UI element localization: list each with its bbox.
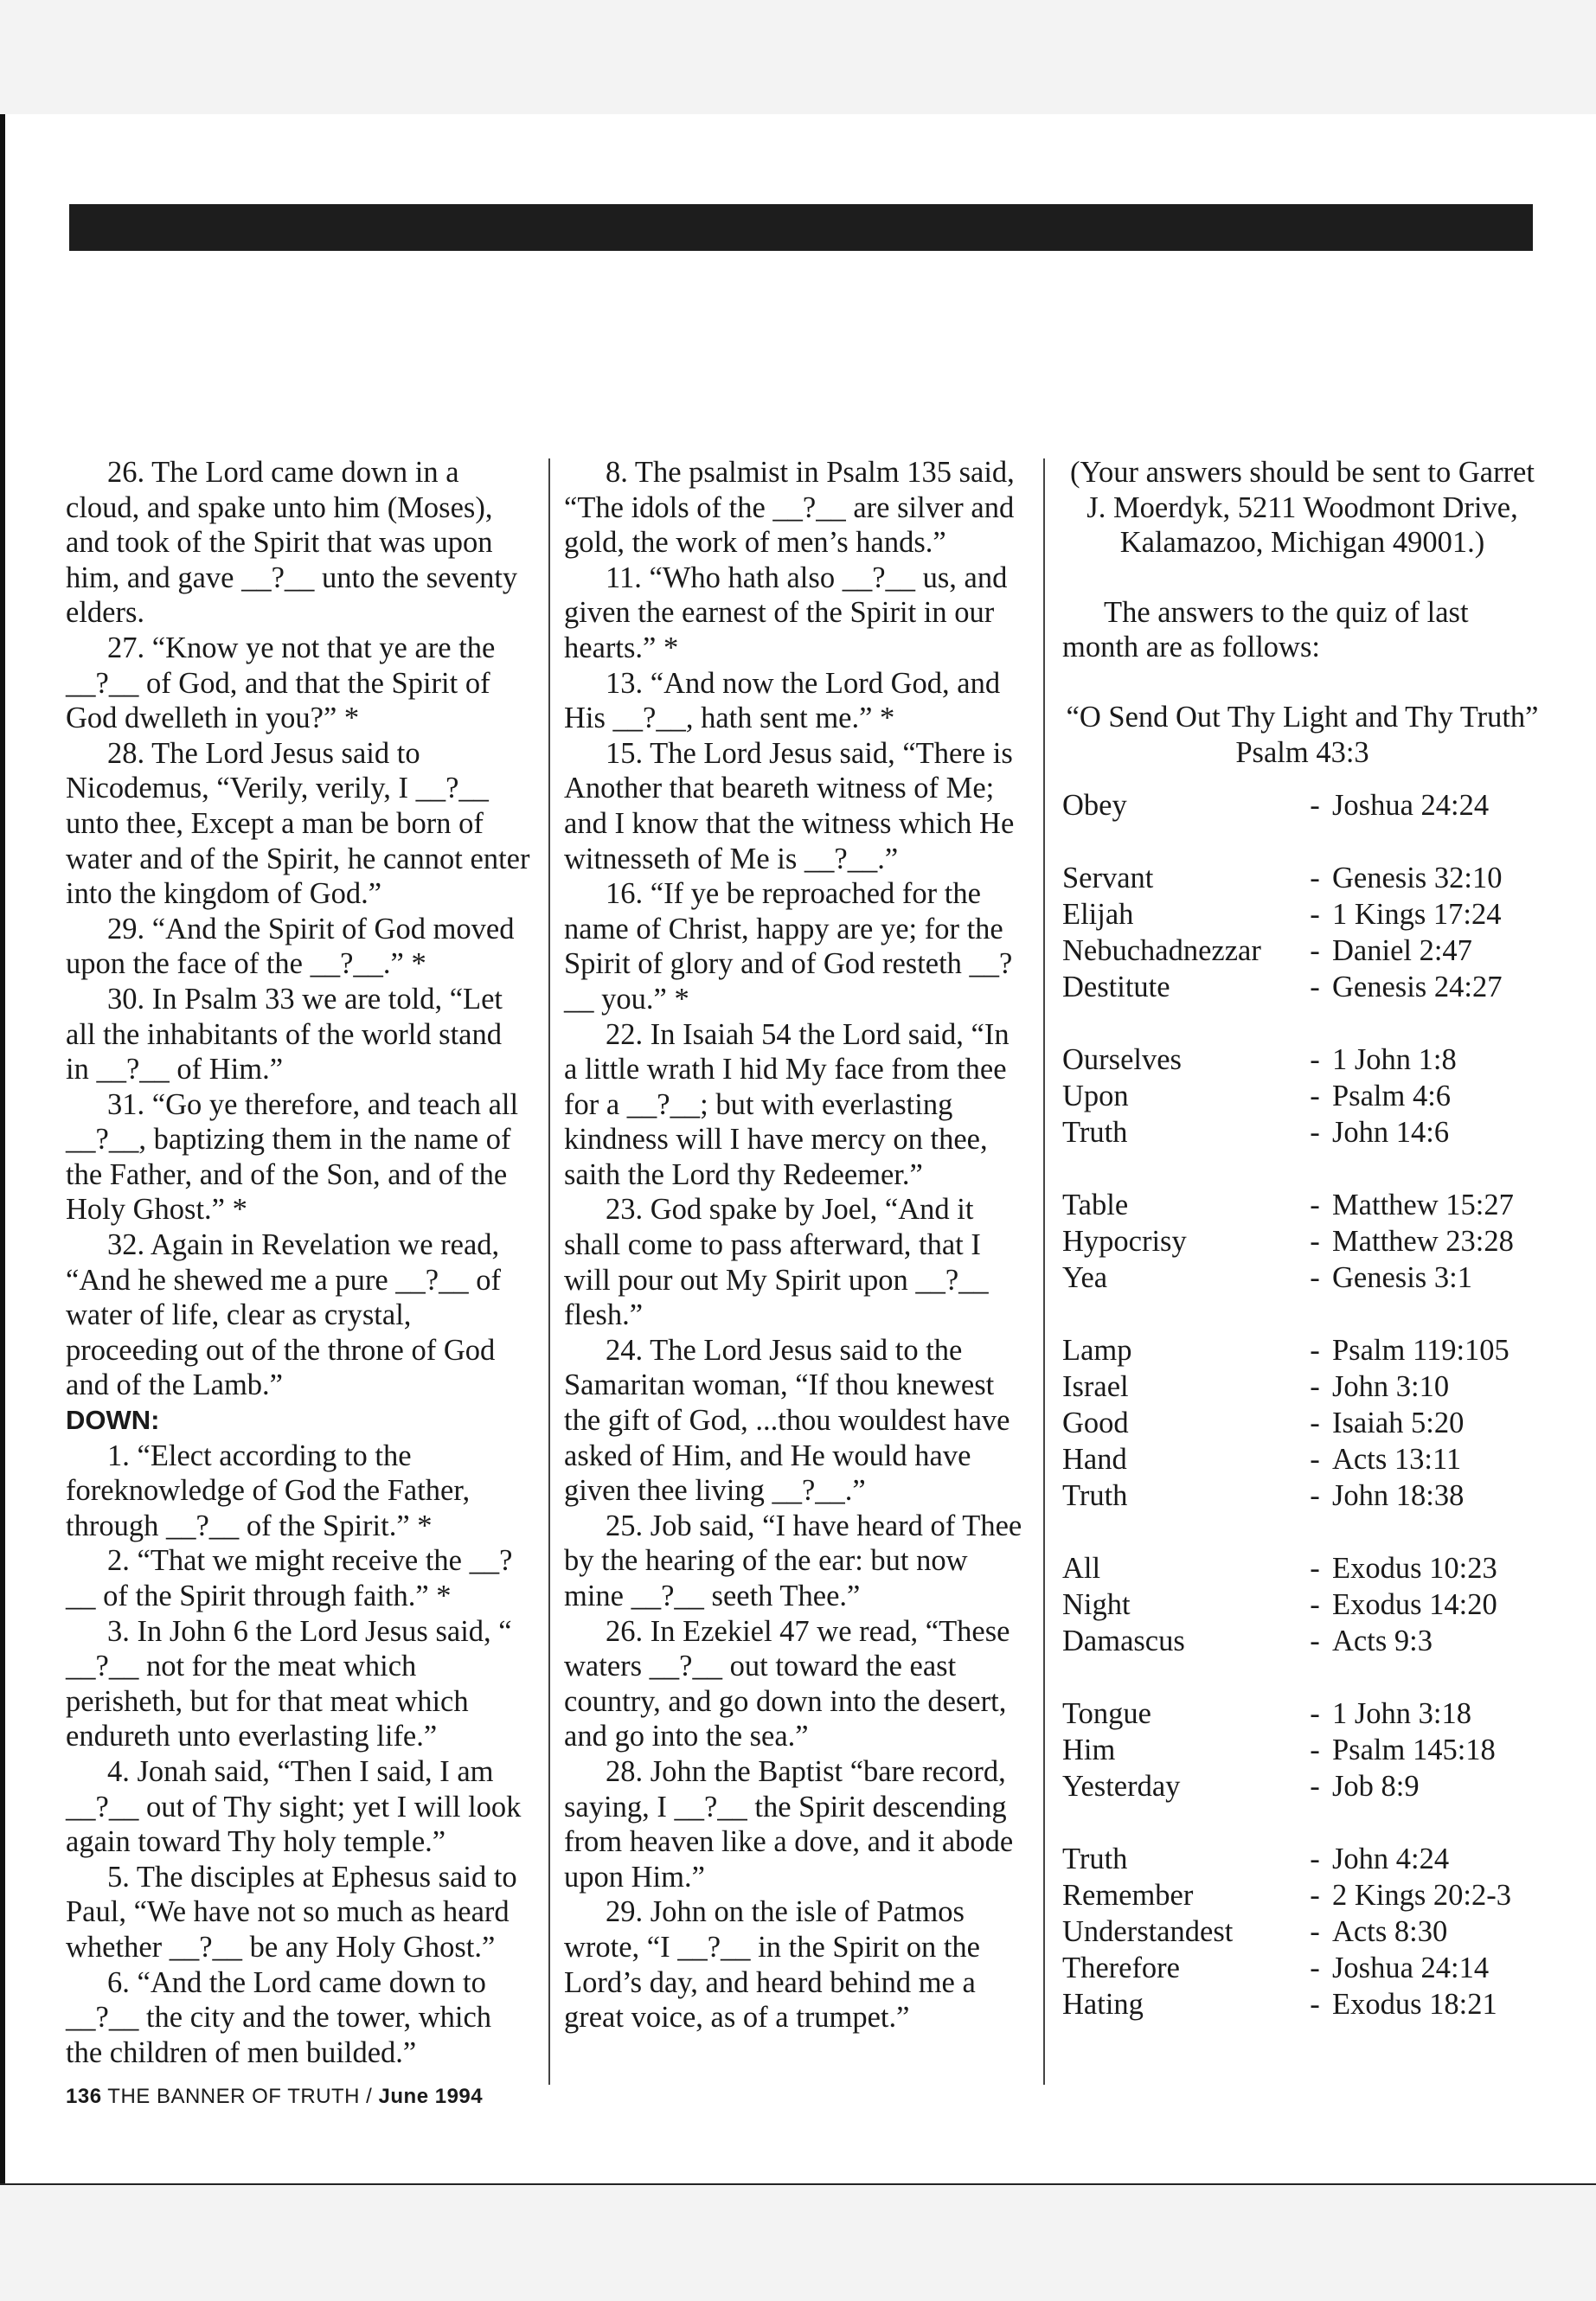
answer-row	[1062, 1841, 1542, 1877]
answer-dash: -	[1310, 1843, 1320, 1876]
answer-dash: -	[1310, 1370, 1320, 1404]
clue: 22. In Isaiah 54 the Lord said, “In a little wrath I hid My face from thee for a __?__; but with everlasting kindness will I have mercy on thee, saith the Lord thy Redeemer.”	[564, 1017, 1010, 1191]
answer-dash: -	[1310, 1443, 1320, 1477]
answer-reference: 2 Kings 20:2-3	[1332, 1879, 1511, 1913]
answer-word: Him	[1062, 1734, 1116, 1767]
clue: 25. Job said, “I have heard of Thee by the hearing of the ear: but now mine __?__ seeth Thee.”	[564, 1509, 1022, 1612]
answer-dash: -	[1310, 1043, 1320, 1077]
clue: 28. John the Baptist “bare record, saying, I __?__ the Spirit descending from heaven like a dove, and it abode upon Him.”	[564, 1754, 1014, 1894]
clue: 27. “Know ye not that ye are the __?__ of God, and that the Spirit of God dwelleth in you?” *	[66, 631, 496, 735]
answer-reference: Genesis 3:1	[1332, 1261, 1472, 1295]
answer-word: Table	[1062, 1189, 1129, 1222]
clue: 23. God spake by Joel, “And it shall come to pass afterward, that I will pour out My Spirit upon __?__ flesh.”	[564, 1193, 989, 1332]
answer-word: All	[1062, 1552, 1101, 1586]
answer-dash: -	[1310, 934, 1320, 968]
answers-table	[1062, 787, 1542, 2022]
answer-reference: Exodus 18:21	[1332, 1988, 1497, 2022]
answer-group-spacer	[1062, 824, 1542, 860]
answer-word: Servant	[1062, 862, 1154, 895]
answer-row	[1062, 787, 1542, 824]
answer-dash: -	[1310, 1479, 1320, 1513]
answer-group-spacer	[1062, 1296, 1542, 1332]
down-heading: DOWN:	[66, 1405, 160, 1436]
clue: 29. “And the Spirit of God moved upon the face of the __?__.” *	[66, 912, 515, 981]
clue: 32. Again in Revelation we read, “And he shewed me a pure __?__ of water of life, clear as crystal, proceeding out of the throne of God and of the Lamb.”	[66, 1228, 501, 1402]
answer-reference: Psalm 145:18	[1332, 1734, 1496, 1767]
answer-dash: -	[1310, 1189, 1320, 1222]
answer-dash: -	[1310, 1261, 1320, 1295]
answer-row	[1062, 1078, 1542, 1114]
answer-reference: Joshua 24:14	[1332, 1952, 1490, 1985]
clue: 28. The Lord Jesus said to Nicodemus, “Verily, verily, I __?__ unto thee, Except a man be born of water and of the Spirit, he cannot enter into the kingdom of God.”	[66, 736, 530, 911]
answer-dash: -	[1310, 1080, 1320, 1113]
answer-dash: -	[1310, 1225, 1320, 1259]
answer-row	[1062, 1223, 1542, 1259]
clue: 5. The disciples at Ephesus said to Paul, “We have not so much as heard whether __?__ be any Holy Ghost.”	[66, 1860, 517, 1964]
answer-row	[1062, 1332, 1542, 1368]
answer-word: Hating	[1062, 1988, 1144, 2022]
clues-column-left	[66, 455, 531, 2070]
quiz-title: “O Send Out Thy Light and Thy Truth”	[1066, 700, 1539, 734]
answer-row	[1062, 1405, 1542, 1441]
answer-dash: -	[1310, 1952, 1320, 1985]
answer-word: Tongue	[1062, 1697, 1151, 1731]
answer-word: Remember	[1062, 1879, 1194, 1913]
answer-reference: Exodus 10:23	[1332, 1552, 1497, 1586]
clue: 8. The psalmist in Psalm 135 said, “The idols of the __?__ are silver and gold, the work of men’s hands.”	[564, 456, 1015, 560]
answer-dash: -	[1310, 1770, 1320, 1804]
answer-dash: -	[1310, 1988, 1320, 2022]
answer-row	[1062, 1877, 1542, 1913]
answer-row	[1062, 1986, 1542, 2022]
answer-word: Damascus	[1062, 1625, 1185, 1658]
column-divider	[548, 458, 550, 2085]
answer-row	[1062, 933, 1542, 969]
answer-reference: 1 John 3:18	[1332, 1697, 1472, 1731]
answer-row	[1062, 1042, 1542, 1078]
answer-row	[1062, 1368, 1542, 1405]
answer-row	[1062, 1187, 1542, 1223]
answer-reference: Joshua 24:24	[1332, 789, 1490, 823]
answer-word: Hand	[1062, 1443, 1127, 1477]
scan-edge	[0, 114, 5, 2185]
answer-word: Therefore	[1062, 1952, 1180, 1985]
page-footer	[66, 2085, 483, 2109]
answer-word: Yea	[1062, 1261, 1108, 1295]
answer-reference: Psalm 119:105	[1332, 1334, 1509, 1368]
answer-word: Obey	[1062, 789, 1127, 823]
answer-word: Nebuchadnezzar	[1062, 934, 1261, 968]
scan-margin-top	[0, 0, 1596, 114]
answer-word: Ourselves	[1062, 1043, 1182, 1077]
answer-dash: -	[1310, 898, 1320, 932]
answer-dash: -	[1310, 1334, 1320, 1368]
answer-reference: Genesis 24:27	[1332, 971, 1503, 1004]
header-bar	[69, 204, 1533, 251]
answer-row	[1062, 1259, 1542, 1296]
page-number: 136	[66, 2085, 102, 2108]
answer-reference: Matthew 23:28	[1332, 1225, 1514, 1259]
answer-group-spacer	[1062, 1659, 1542, 1695]
answer-word: Hypocrisy	[1062, 1225, 1187, 1259]
answers-column	[1062, 455, 1542, 2022]
answer-reference: John 18:38	[1332, 1479, 1465, 1513]
answer-reference: Daniel 2:47	[1332, 934, 1472, 968]
clue: 24. The Lord Jesus said to the Samaritan woman, “If thou knewest the gift of God, ...thou wouldest have asked of Him, and He would have given thee living __?__.”	[564, 1333, 1010, 1508]
answer-row	[1062, 1114, 1542, 1150]
answer-word: Elijah	[1062, 898, 1134, 932]
answer-row	[1062, 860, 1542, 896]
answer-reference: Acts 8:30	[1332, 1915, 1448, 1949]
answer-reference: 1 Kings 17:24	[1332, 898, 1502, 932]
answer-reference: Matthew 15:27	[1332, 1189, 1514, 1222]
answers-intro: The answers to the quiz of last month are as follows:	[1062, 595, 1469, 664]
clue: 3. In John 6 the Lord Jesus said, “ __?__ not for the meat which perisheth, but for that meat which endureth unto everlasting life.”	[66, 1614, 512, 1753]
answer-word: Good	[1062, 1407, 1129, 1440]
answer-dash: -	[1310, 789, 1320, 823]
answer-row	[1062, 1586, 1542, 1623]
quiz-reference: Psalm 43:3	[1235, 735, 1369, 769]
clues-column-middle	[564, 455, 1028, 2035]
clue: 26. In Ezekiel 47 we read, “These waters __?__ out toward the east country, and go down into the desert, and go into the sea.”	[564, 1614, 1010, 1753]
answer-group-spacer	[1062, 1150, 1542, 1187]
answer-reference: Job 8:9	[1332, 1770, 1420, 1804]
answer-word: Israel	[1062, 1370, 1129, 1404]
answer-row	[1062, 1695, 1542, 1732]
answer-row	[1062, 1441, 1542, 1477]
answer-reference: 1 John 1:8	[1332, 1043, 1457, 1077]
answer-dash: -	[1310, 1116, 1320, 1150]
answer-word: Destitute	[1062, 971, 1170, 1004]
clue: 15. The Lord Jesus said, “There is Another that beareth witness of Me; and I know that the witness which He witnesseth of Me is __?__.”	[564, 736, 1015, 875]
answer-row	[1062, 1913, 1542, 1950]
answer-row	[1062, 1732, 1542, 1768]
clue: 13. “And now the Lord God, and His __?__, hath sent me.” *	[564, 666, 1001, 735]
answer-row	[1062, 1623, 1542, 1659]
answer-reference: Isaiah 5:20	[1332, 1407, 1465, 1440]
answer-reference: Acts 13:11	[1332, 1443, 1462, 1477]
answer-word: Understandest	[1062, 1915, 1234, 1949]
answer-word: Night	[1062, 1588, 1131, 1622]
clue: 26. The Lord came down in a cloud, and spake unto him (Moses), and took of the Spirit that was upon him, and gave __?__ unto the seventy elders.	[66, 456, 518, 630]
answer-word: Truth	[1062, 1479, 1128, 1513]
answer-dash: -	[1310, 862, 1320, 895]
clue: 16. “If ye be reproached for the name of Christ, happy are ye; for the Spirit of glory and of God resteth __?__ you.” *	[564, 877, 1013, 1016]
answer-dash: -	[1310, 1734, 1320, 1767]
answer-row	[1062, 1477, 1542, 1514]
answer-row	[1062, 1550, 1542, 1586]
clue: 4. Jonah said, “Then I said, I am __?__ out of Thy sight; yet I will look again toward Thy holy temple.”	[66, 1754, 522, 1859]
answer-dash: -	[1310, 1697, 1320, 1731]
clue: 30. In Psalm 33 we are told, “Let all the inhabitants of the world stand in __?__ of Him.”	[66, 982, 503, 1086]
answer-reference: Exodus 14:20	[1332, 1588, 1497, 1622]
clue: 31. “Go ye therefore, and teach all __?__, baptizing them in the name of the Father, and of the Son, and of the Holy Ghost.” *	[66, 1087, 519, 1227]
clue: 2. “That we might receive the __?__ of the Spirit through faith.” *	[66, 1544, 513, 1612]
answer-reference: Acts 9:3	[1332, 1625, 1433, 1658]
scan-margin-bottom	[0, 2185, 1596, 2301]
column-divider	[1043, 458, 1045, 2085]
issue-date: June 1994	[378, 2085, 484, 2108]
answer-row	[1062, 896, 1542, 933]
answer-row	[1062, 969, 1542, 1005]
answer-word: Yesterday	[1062, 1770, 1181, 1804]
address-note: (Your answers should be sent to Garret J. Moerdyk, 5211 Woodmont Drive, Kalamazoo, Michigan 49001.)	[1070, 456, 1535, 560]
answer-dash: -	[1310, 1588, 1320, 1622]
answer-group-spacer	[1062, 1005, 1542, 1042]
answer-group-spacer	[1062, 1514, 1542, 1550]
answer-dash: -	[1310, 1552, 1320, 1586]
answer-reference: John 14:6	[1332, 1116, 1450, 1150]
publication-name: THE BANNER OF TRUTH /	[107, 2085, 373, 2108]
answer-dash: -	[1310, 1879, 1320, 1913]
answer-reference: John 4:24	[1332, 1843, 1450, 1876]
answer-dash: -	[1310, 971, 1320, 1004]
clue: 1. “Elect according to the foreknowledge of God the Father, through __?__ of the Spirit.” *	[66, 1439, 471, 1542]
answer-group-spacer	[1062, 1804, 1542, 1841]
answer-word: Truth	[1062, 1116, 1128, 1150]
answer-row	[1062, 1950, 1542, 1986]
answer-word: Upon	[1062, 1080, 1129, 1113]
answer-dash: -	[1310, 1407, 1320, 1440]
answer-reference: Psalm 4:6	[1332, 1080, 1452, 1113]
clue: 6. “And the Lord came down to __?__ the city and the tower, which the children of men builded.”	[66, 1965, 492, 2069]
answer-dash: -	[1310, 1915, 1320, 1949]
clue: 29. John on the isle of Patmos wrote, “I __?__ in the Spirit on the Lord’s day, and heard behind me a great voice, as of a trumpet.”	[564, 1895, 980, 2035]
clue: 11. “Who hath also __?__ us, and given the earnest of the Spirit in our hearts.” *	[564, 561, 1008, 664]
answer-dash: -	[1310, 1625, 1320, 1658]
answer-word: Lamp	[1062, 1334, 1132, 1368]
answer-reference: Genesis 32:10	[1332, 862, 1503, 895]
answer-reference: John 3:10	[1332, 1370, 1450, 1404]
answer-word: Truth	[1062, 1843, 1128, 1876]
answer-row	[1062, 1768, 1542, 1804]
